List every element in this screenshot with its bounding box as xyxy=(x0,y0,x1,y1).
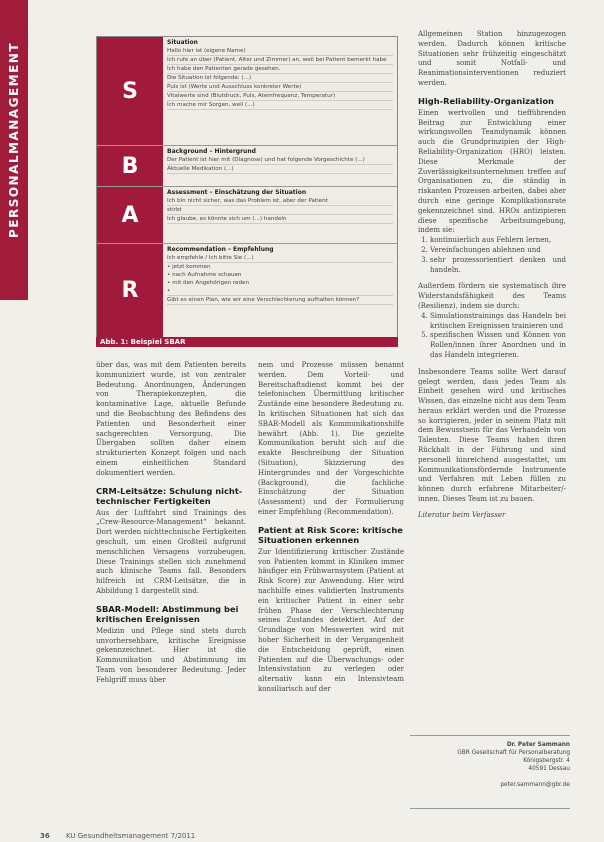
numbered-list xyxy=(418,236,566,275)
paragraph: nem und Prozesse müssen benannt werden. Dem Vorteil- und Bereitschaftsdienst kommt bei der telefonischen Übermittlung kritischer Zustände eine besondere Bedeutung zu. In kritischen Situationen hat sich das SBAR-Modell als Kommunikationshilfe bewährt (Abb. 1). Die gezielte Kommunikation beruht sich auf die exakte Beschreibung der Situation (Situation), Skizzierung des Hintergrundes und der Vorgeschichte (Background), die fachliche Einschätzung der Situation (Assessment) und der Formulierung einer Empfehlung (Recommendation). xyxy=(258,361,404,516)
sbar-line: • jetzt kommen xyxy=(167,264,211,270)
sbar-letter: B xyxy=(97,146,163,186)
author-email: peter.sammann@gbr.de xyxy=(500,782,570,788)
sbar-heading: Background – Hintergrund xyxy=(167,148,256,155)
author-street: Königsbergstr. 4 xyxy=(523,758,570,764)
sbar-row-r xyxy=(97,244,397,337)
sbar-heading: Situation xyxy=(167,39,198,46)
page-number: 36 xyxy=(40,832,50,840)
sbar-line: Die Situation ist folgende: (...) xyxy=(167,74,393,83)
list-item: 3. sehr prozessorientiert denken und handeln. xyxy=(430,256,566,276)
sbar-line: Vitalwerte sind (Blutdruck, Puls, Atemfrequenz, Temperatur) xyxy=(167,92,393,101)
divider xyxy=(410,808,570,809)
page-footer xyxy=(40,832,195,840)
sbar-content xyxy=(167,189,393,224)
sbar-row-s xyxy=(97,37,397,146)
sbar-row-a xyxy=(97,187,397,244)
paragraph: Insbesondere Teams sollte Wert darauf gelegt werden, dass jedes Team als Einheit gesehen wird und kritisches Wissen, das einzelne nicht aus dem Team heraus erklärt werden und die Prozesse so korrigieren, jeder in seinem Platz mit dem Bewusstsein für das Verhandeln von Talenten. Diese Teams haben ihren Rückhalt in der Führung und sind personell hinreichend ausgestattet, um Kommunikationsfördernde Instrumente und Verfahren mit Leben füllen zu können durch erfahrene Mitarbeiter/-innen. Dieses Team ist zu bauen. xyxy=(418,367,566,504)
figure-caption: Abb. 1: Beispiel SBAR xyxy=(96,337,398,347)
paragraph: Zur Identifizierung kritischer Zustände von Patienten kommt in Kliniken immer häufiger ein Frühwarnsystem (Patient at Risk Score) zur Anwendung. Hier wird nachhilfe eines validierten Instruments ein kritischer Patient in einer sehr frühen Phase der Verschlechterung seines Zustandes detektiert. Auf der Grundlage von Messwerten wird mit hoher Sicherheit in der Vergangenheit die Entscheidung geprüft, einen Patienten auf die Überwachungs- oder Intensivstation zu verlegen oder alternativ kann ein Intensivteam konsiliarisch auf der xyxy=(258,547,404,693)
section-label: PERSONALMANAGEMENT xyxy=(7,41,21,239)
sbar-line: • mit den Angehörigen reden xyxy=(167,280,250,286)
sbar-content xyxy=(167,148,393,174)
sbar-line: stirbt xyxy=(167,206,393,215)
section-heading: High-Reliability-Organization xyxy=(418,95,554,106)
sbar-line: • xyxy=(167,287,393,296)
text-column-1 xyxy=(96,361,246,686)
sbar-line: Ich bin nicht sicher, was das Problem ist, aber der Patient xyxy=(167,197,393,206)
literature-note: Literatur beim Verfasser xyxy=(418,510,506,519)
sbar-line: Hallo hier ist (eigene Name) xyxy=(167,47,393,56)
author-org: GBR Gesellschaft für Personalberatung xyxy=(457,750,570,756)
paragraph: Allgemeinen Station hinzugezogen werden. Dadurch können kritische Situationen sehr frühzeitig eingeschätzt und somit Notfall- und Reanimationsinterventionen reduziert werden. xyxy=(418,30,566,87)
sbar-line: Der Patient ist hier mit (Diagnose) und hat folgende Vorgeschichte (...) xyxy=(167,156,393,165)
list-item: 1. kontinuierlich aus Fehlern lernen, xyxy=(430,236,566,246)
sbar-letter: A xyxy=(97,187,163,243)
sbar-content xyxy=(167,246,393,305)
sbar-heading: Assessment – Einschätzung der Situation xyxy=(167,189,307,196)
sbar-line: Ich mache mir Sorgen, weil (...) xyxy=(167,101,393,110)
sbar-figure xyxy=(96,36,398,338)
sbar-line: • nach Aufnahme schauen xyxy=(167,272,242,278)
list-item: 4. Simulationstrainings das Handeln bei kritischen Ereignissen trainieren und xyxy=(430,312,566,332)
sbar-letter: R xyxy=(97,244,163,337)
text-column-3 xyxy=(418,30,566,521)
divider xyxy=(410,735,570,736)
sbar-letter: S xyxy=(97,37,163,145)
list-item: 5. spezifischen Wissen und Können von Rollen/innen ihrer Anordnen und in das Handeln integrieren. xyxy=(430,331,566,360)
sbar-row-b xyxy=(97,146,397,187)
paragraph: Aus der Luftfahrt sind Trainings des „Crew-Resource-Management“ bekannt. Dort werden nichttechnische Fertigkeiten geschult, um einen Großteil aufgrund menschlichen Versagens vorzubeugen. Diese Trainings stellen sich zunehmend auch klinische Teams fall. Besonders hilfreich ist CRM-Leitsätze, die in Abbildung 1 dargestellt sind. xyxy=(96,508,246,595)
section-sidebar xyxy=(0,0,28,300)
sbar-heading: Recommendation – Empfehlung xyxy=(167,246,274,253)
sbar-line: Gibt es einen Plan, wie wir eine Verschlechterung aufhalten können? xyxy=(167,296,393,305)
sbar-line: Aktuelle Medikation (...) xyxy=(167,165,393,174)
paragraph: Medizin und Pflege sind stets durch unvorhersehbare, kritische Ereignisse gekennzeichnet. Hier ist die Kommunikation und Abstimmung im Team von besonderer Bedeutung. Jeder Fehlgriff muss über xyxy=(96,626,246,684)
journal-name: KU Gesundheitsmanagement 7/2011 xyxy=(65,832,196,840)
sbar-line: Ich glaube, es könnte sich um (...) handeln xyxy=(167,215,393,224)
author-box xyxy=(410,741,570,789)
text-column-2 xyxy=(258,361,404,695)
section-heading: SBAR-Modell: Abstimmung bei kritischen Ereignissen xyxy=(96,603,239,624)
paragraph: Außerdem fördern sie systematisch ihre Widerstandsfähigkeit des Teams (Resilienz), indem sie durch: xyxy=(418,282,566,310)
sbar-line: Puls ist (Werte und Ausschluss konkreter Werte) xyxy=(167,83,393,92)
paragraph: Einen wertvollen und tiefführenden Beitrag zur Entwicklung einer wirkungsvollen Teamdynamik können auch die Grundprinzipien der High-Reliability-Organization (HRO) leisten. Diese Merkmale der Zuverlässigkeitsunternehmen treffen auf Organisationen zu, die ständig in riskanten Prozessen arbeiten, dabei aber durch eine geringe Komplikationsrate gekennzeichnet sind. HROs antizipieren diese spezifische Arbeitsumgebung, indem sie: xyxy=(418,108,566,235)
sbar-content xyxy=(167,39,393,110)
section-heading: CRM-Leitsätze: Schulung nicht-technischer Fertigkeiten xyxy=(96,485,243,506)
sbar-line: Ich empfehle / Ich bitte Sie (...) xyxy=(167,254,393,263)
section-heading: Patient at Risk Score: kritische Situationen erkennen xyxy=(258,524,403,545)
sbar-line: Ich rufe an über (Patient, Alter und Zimmer) an, weil bei Patient bemerkt habe xyxy=(167,56,393,65)
numbered-list xyxy=(418,312,566,361)
author-name: Dr. Peter Sammann xyxy=(506,742,570,748)
list-item: 2. Vereinfachungen ablehnen und xyxy=(430,246,566,256)
sbar-line: Ich habe den Patienten gerade gesehen. xyxy=(167,65,393,74)
paragraph: über das, was mit dem Patienten bereits kommuniziert wurde, ist von zentraler Bedeutung. Anordnungen, Änderungen von Therapiekonzepten, die kontaminative Lage, aktuelle Befunde und die Beobachtung des Befindens des Patienten und Besonderheit einer sachgerechten Versorgung. Die Übergaben sollten daher einem strukturierten Konzept folgen und nach einem einheitlichen Standard dokumentiert werden. xyxy=(96,361,246,477)
author-city: 40591 Dessau xyxy=(528,766,570,772)
